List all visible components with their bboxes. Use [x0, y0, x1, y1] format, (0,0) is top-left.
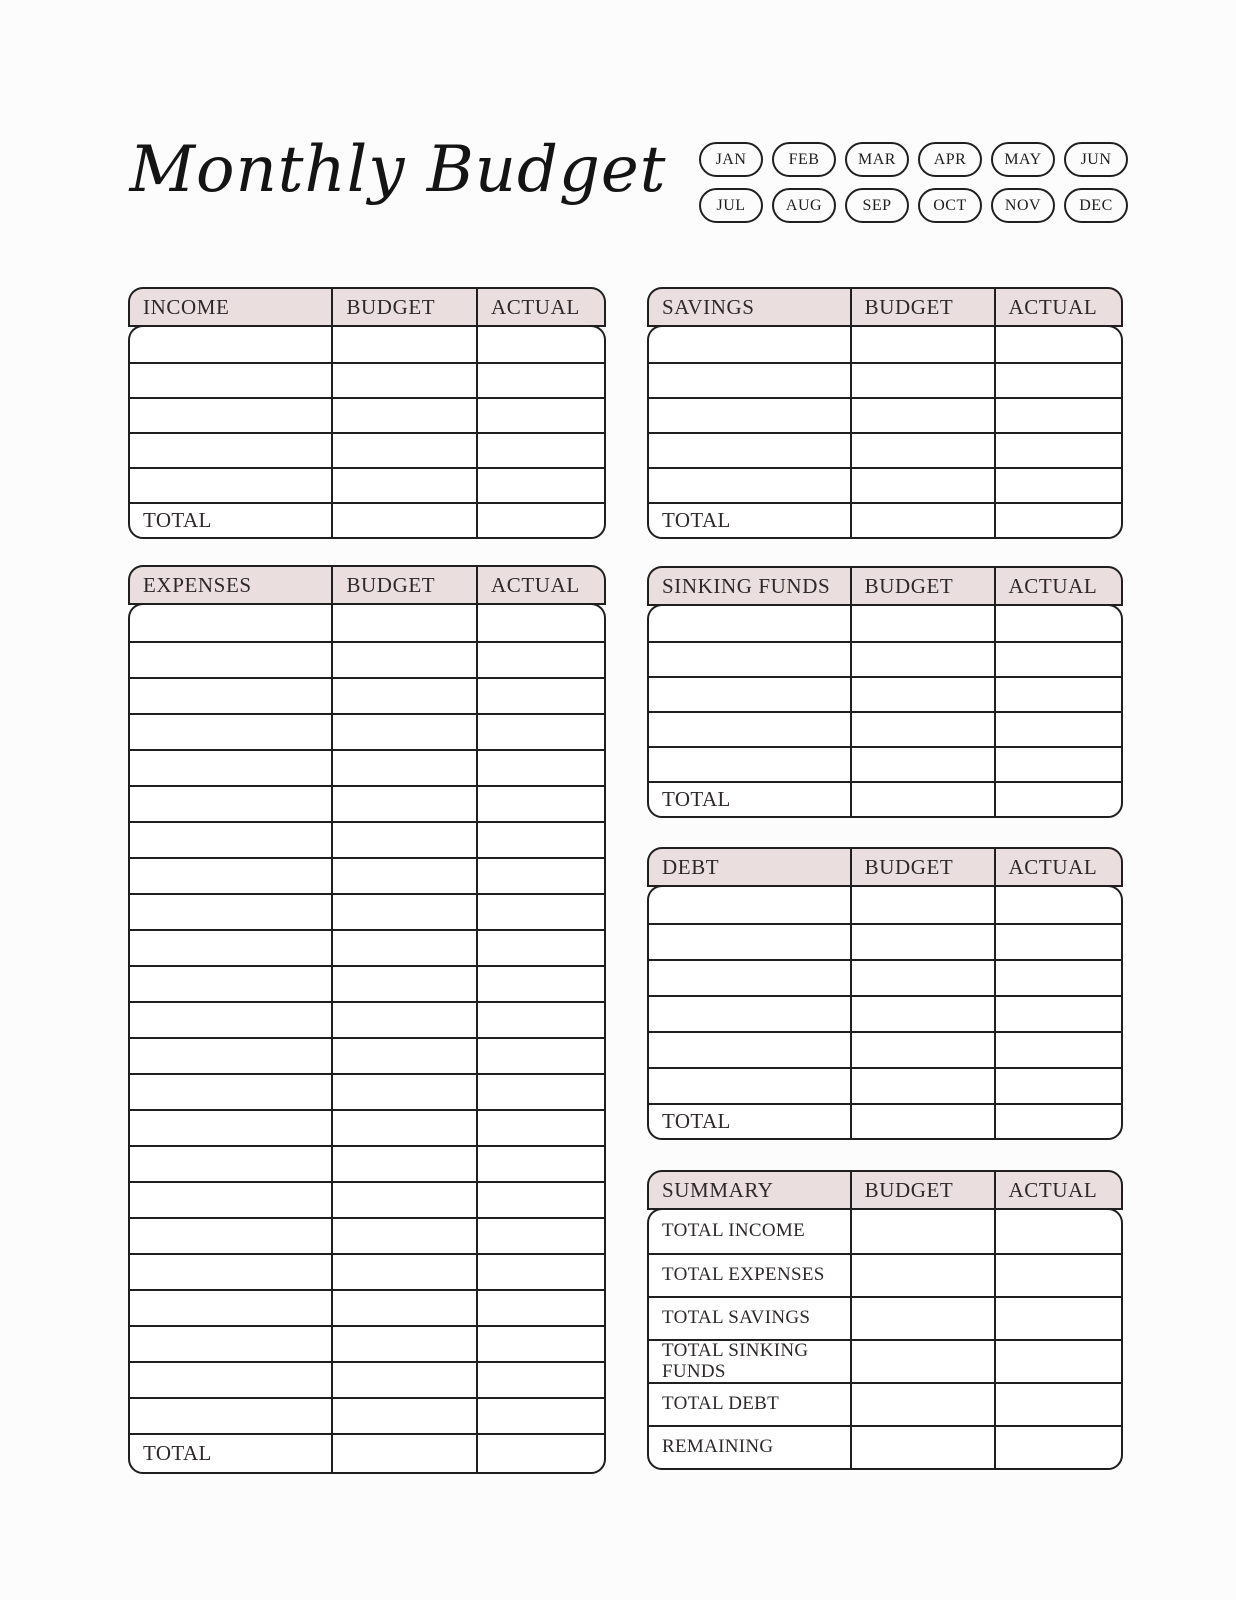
- debt-row-name-cell[interactable]: [649, 961, 850, 995]
- debt-row-actual-cell[interactable]: [994, 997, 1121, 1031]
- savings-actual-column-header: ACTUAL: [994, 289, 1121, 325]
- expenses-table-title: EXPENSES: [143, 572, 252, 597]
- savings-row: [649, 362, 1121, 397]
- expenses-row-budget-cell[interactable]: [331, 605, 476, 641]
- debt-table-body: [647, 885, 1123, 1140]
- summary-table-header: [647, 1170, 1123, 1210]
- income-row-name-cell[interactable]: [130, 399, 331, 432]
- income-row-actual-cell[interactable]: [476, 327, 604, 362]
- savings-row: [649, 397, 1121, 432]
- sinking-funds-row-name-cell[interactable]: [649, 748, 850, 781]
- sinking-funds-row-name-cell[interactable]: [649, 713, 850, 746]
- expenses-row-budget-cell[interactable]: [331, 1111, 476, 1145]
- sinking-funds-total-row: [649, 781, 1121, 816]
- income-row: [130, 397, 604, 432]
- summary-row-actual-cell[interactable]: [994, 1298, 1121, 1339]
- summary-budget-column-header: BUDGET: [850, 1172, 994, 1208]
- month-pill-feb[interactable]: FEB: [772, 142, 836, 177]
- debt-row-name-cell[interactable]: [649, 925, 850, 959]
- expenses-row-actual-cell[interactable]: [476, 1111, 604, 1145]
- income-row-name-cell[interactable]: [130, 469, 331, 502]
- summary-row-actual-cell[interactable]: [994, 1255, 1121, 1296]
- savings-row-name-cell[interactable]: [649, 399, 850, 432]
- expenses-row-budget-cell[interactable]: [331, 1291, 476, 1325]
- debt-row-budget-cell[interactable]: [850, 961, 994, 995]
- summary-row-actual-cell[interactable]: [994, 1341, 1121, 1382]
- summary-row: [649, 1253, 1121, 1296]
- income-table-header: [128, 287, 606, 327]
- sinking-funds-total-label: TOTAL: [662, 787, 731, 811]
- expenses-row-actual-cell[interactable]: [476, 1255, 604, 1289]
- expenses-row: [130, 1397, 604, 1433]
- expenses-row-name-cell[interactable]: [130, 1327, 331, 1361]
- summary-row-budget-cell[interactable]: [850, 1210, 994, 1253]
- expenses-row: [130, 821, 604, 857]
- expenses-row-name-cell[interactable]: [130, 1147, 331, 1181]
- savings-row-actual-cell[interactable]: [994, 327, 1121, 362]
- income-row-budget-cell[interactable]: [331, 327, 476, 362]
- expenses-row-name-cell[interactable]: [130, 823, 331, 857]
- income-table-body: [128, 325, 606, 539]
- income-total-row: [130, 502, 604, 537]
- savings-row-name-cell[interactable]: [649, 327, 850, 362]
- sinking-funds-row-actual-cell[interactable]: [994, 643, 1121, 676]
- expenses-row: [130, 1181, 604, 1217]
- savings-row-actual-cell[interactable]: [994, 399, 1121, 432]
- debt-row: [649, 923, 1121, 959]
- expenses-row-name-cell[interactable]: [130, 1003, 331, 1037]
- expenses-row: [130, 1109, 604, 1145]
- month-pill-jul[interactable]: JUL: [699, 188, 763, 223]
- expenses-row-name-cell[interactable]: [130, 715, 331, 749]
- expenses-row-actual-cell[interactable]: [476, 1327, 604, 1361]
- expenses-budget-column-header: BUDGET: [331, 567, 476, 603]
- expenses-row-budget-cell[interactable]: [331, 751, 476, 785]
- debt-row-name-cell[interactable]: [649, 1069, 850, 1103]
- income-total-label: TOTAL: [143, 508, 212, 532]
- debt-row-actual-cell[interactable]: [994, 961, 1121, 995]
- income-row-name-cell[interactable]: [130, 364, 331, 397]
- summary-row-label: REMAINING: [662, 1436, 774, 1458]
- expenses-row-name-cell[interactable]: [130, 859, 331, 893]
- expenses-row: [130, 1361, 604, 1397]
- expenses-table-header: [128, 565, 606, 605]
- income-row: [130, 467, 604, 502]
- expenses-row-actual-cell[interactable]: [476, 823, 604, 857]
- expenses-row-actual-cell[interactable]: [476, 605, 604, 641]
- sinking-funds-row-actual-cell[interactable]: [994, 713, 1121, 746]
- sinking-funds-row-name-cell[interactable]: [649, 643, 850, 676]
- income-row-name-cell[interactable]: [130, 434, 331, 467]
- expenses-row-budget-cell[interactable]: [331, 967, 476, 1001]
- savings-total-actual-cell[interactable]: [994, 504, 1121, 537]
- summary-row-label: TOTAL EXPENSES: [662, 1264, 825, 1286]
- expenses-row: [130, 641, 604, 677]
- sinking-funds-table-body: [647, 604, 1123, 818]
- expenses-table: [128, 565, 606, 1474]
- summary-row-budget-cell[interactable]: [850, 1298, 994, 1339]
- savings-table: [647, 287, 1123, 539]
- expenses-row-budget-cell[interactable]: [331, 715, 476, 749]
- expenses-row: [130, 785, 604, 821]
- expenses-total-row: [130, 1433, 604, 1472]
- expenses-row-name-cell[interactable]: [130, 1219, 331, 1253]
- summary-row-label: TOTAL SINKING FUNDS: [662, 1341, 809, 1382]
- savings-table-body: [647, 325, 1123, 539]
- summary-row-label: TOTAL SAVINGS: [662, 1307, 811, 1329]
- sinking-funds-total-actual-cell[interactable]: [994, 783, 1121, 816]
- debt-row: [649, 995, 1121, 1031]
- expenses-row: [130, 1145, 604, 1181]
- summary-row: [649, 1210, 1121, 1253]
- income-row-name-cell[interactable]: [130, 327, 331, 362]
- expenses-row: [130, 713, 604, 749]
- expenses-row-budget-cell[interactable]: [331, 895, 476, 929]
- savings-table-title: SAVINGS: [662, 294, 755, 319]
- debt-budget-column-header: BUDGET: [850, 849, 994, 885]
- expenses-row-name-cell[interactable]: [130, 605, 331, 641]
- expenses-row-budget-cell[interactable]: [331, 1327, 476, 1361]
- expenses-row: [130, 1289, 604, 1325]
- income-row-budget-cell[interactable]: [331, 434, 476, 467]
- expenses-row-budget-cell[interactable]: [331, 859, 476, 893]
- summary-table-title: SUMMARY: [662, 1177, 774, 1202]
- savings-total-label: TOTAL: [662, 508, 731, 532]
- expenses-row: [130, 1073, 604, 1109]
- expenses-row-budget-cell[interactable]: [331, 787, 476, 821]
- expenses-row-name-cell[interactable]: [130, 751, 331, 785]
- month-pill-may[interactable]: MAY: [991, 142, 1055, 177]
- expenses-row-name-cell[interactable]: [130, 1291, 331, 1325]
- sinking-funds-row: [649, 606, 1121, 641]
- expenses-row-actual-cell[interactable]: [476, 1291, 604, 1325]
- income-row-actual-cell[interactable]: [476, 469, 604, 502]
- expenses-row-name-cell[interactable]: [130, 787, 331, 821]
- debt-table-title: DEBT: [662, 854, 720, 879]
- expenses-row-actual-cell[interactable]: [476, 1183, 604, 1217]
- expenses-row-name-cell[interactable]: [130, 931, 331, 965]
- sinking-funds-row-budget-cell[interactable]: [850, 678, 994, 711]
- savings-row-name-cell[interactable]: [649, 469, 850, 502]
- expenses-row-actual-cell[interactable]: [476, 715, 604, 749]
- month-selector: [699, 142, 1128, 223]
- expenses-row-name-cell[interactable]: [130, 967, 331, 1001]
- savings-row-actual-cell[interactable]: [994, 434, 1121, 467]
- expenses-row-actual-cell[interactable]: [476, 1399, 604, 1433]
- expenses-row-name-cell[interactable]: [130, 643, 331, 677]
- expenses-row-budget-cell[interactable]: [331, 1255, 476, 1289]
- sinking-funds-budget-column-header: BUDGET: [850, 568, 994, 604]
- debt-table-header: [647, 847, 1123, 887]
- debt-row-name-cell[interactable]: [649, 997, 850, 1031]
- savings-row-actual-cell[interactable]: [994, 364, 1121, 397]
- sinking-funds-row-budget-cell[interactable]: [850, 606, 994, 641]
- sinking-funds-row-name-cell[interactable]: [649, 678, 850, 711]
- income-row: [130, 327, 604, 362]
- expenses-row-name-cell[interactable]: [130, 1111, 331, 1145]
- expenses-row: [130, 893, 604, 929]
- expenses-row-actual-cell[interactable]: [476, 643, 604, 677]
- income-row-actual-cell[interactable]: [476, 364, 604, 397]
- sinking-funds-row-actual-cell[interactable]: [994, 678, 1121, 711]
- income-total-actual-cell[interactable]: [476, 504, 604, 537]
- expenses-row-actual-cell[interactable]: [476, 1219, 604, 1253]
- summary-row-budget-cell[interactable]: [850, 1255, 994, 1296]
- expenses-row-budget-cell[interactable]: [331, 823, 476, 857]
- expenses-row-budget-cell[interactable]: [331, 1147, 476, 1181]
- expenses-row-name-cell[interactable]: [130, 895, 331, 929]
- debt-row-budget-cell[interactable]: [850, 1069, 994, 1103]
- savings-total-budget-cell[interactable]: [850, 504, 994, 537]
- expenses-row-budget-cell[interactable]: [331, 1399, 476, 1433]
- savings-row-actual-cell[interactable]: [994, 469, 1121, 502]
- expenses-row: [130, 1001, 604, 1037]
- sinking-funds-row-budget-cell[interactable]: [850, 748, 994, 781]
- summary-row-budget-cell[interactable]: [850, 1427, 994, 1468]
- savings-budget-column-header: BUDGET: [850, 289, 994, 325]
- expenses-row-actual-cell[interactable]: [476, 1147, 604, 1181]
- sinking-funds-actual-column-header: ACTUAL: [994, 568, 1121, 604]
- debt-row-budget-cell[interactable]: [850, 997, 994, 1031]
- income-actual-column-header: ACTUAL: [476, 289, 604, 325]
- income-row-budget-cell[interactable]: [331, 469, 476, 502]
- income-row-budget-cell[interactable]: [331, 399, 476, 432]
- expenses-row-budget-cell[interactable]: [331, 1183, 476, 1217]
- savings-total-row: [649, 502, 1121, 537]
- savings-table-header: [647, 287, 1123, 327]
- summary-row-actual-cell[interactable]: [994, 1427, 1121, 1468]
- debt-row-budget-cell[interactable]: [850, 887, 994, 923]
- debt-row: [649, 959, 1121, 995]
- expenses-row: [130, 1253, 604, 1289]
- summary-row-budget-cell[interactable]: [850, 1384, 994, 1425]
- expenses-row-budget-cell[interactable]: [331, 931, 476, 965]
- expenses-row-name-cell[interactable]: [130, 1399, 331, 1433]
- expenses-row: [130, 929, 604, 965]
- debt-row-actual-cell[interactable]: [994, 887, 1121, 923]
- debt-row-actual-cell[interactable]: [994, 1033, 1121, 1067]
- expenses-row: [130, 677, 604, 713]
- expenses-row-actual-cell[interactable]: [476, 931, 604, 965]
- month-pill-oct[interactable]: OCT: [918, 188, 982, 223]
- summary-row: [649, 1382, 1121, 1425]
- debt-row-actual-cell[interactable]: [994, 925, 1121, 959]
- sinking-funds-table: [647, 566, 1123, 818]
- debt-total-label: TOTAL: [662, 1109, 731, 1133]
- savings-row-name-cell[interactable]: [649, 434, 850, 467]
- sinking-funds-row-budget-cell[interactable]: [850, 643, 994, 676]
- expenses-row-name-cell[interactable]: [130, 1039, 331, 1073]
- debt-row-budget-cell[interactable]: [850, 925, 994, 959]
- debt-row: [649, 887, 1121, 923]
- summary-row-label: TOTAL DEBT: [662, 1393, 780, 1415]
- savings-row-budget-cell[interactable]: [850, 399, 994, 432]
- sinking-funds-row-budget-cell[interactable]: [850, 713, 994, 746]
- expenses-row-budget-cell[interactable]: [331, 1075, 476, 1109]
- sinking-funds-row: [649, 641, 1121, 676]
- month-pill-jun[interactable]: JUN: [1064, 142, 1128, 177]
- savings-row-budget-cell[interactable]: [850, 469, 994, 502]
- month-pill-aug[interactable]: AUG: [772, 188, 836, 223]
- expenses-row: [130, 965, 604, 1001]
- debt-total-actual-cell[interactable]: [994, 1105, 1121, 1138]
- savings-row-budget-cell[interactable]: [850, 434, 994, 467]
- expenses-total-budget-cell[interactable]: [331, 1435, 476, 1472]
- debt-row-name-cell[interactable]: [649, 887, 850, 923]
- expenses-row-actual-cell[interactable]: [476, 751, 604, 785]
- sinking-funds-row: [649, 746, 1121, 781]
- expenses-row-name-cell[interactable]: [130, 679, 331, 713]
- expenses-row-actual-cell[interactable]: [476, 1003, 604, 1037]
- summary-row: [649, 1339, 1121, 1382]
- month-pill-apr[interactable]: APR: [918, 142, 982, 177]
- income-row-budget-cell[interactable]: [331, 364, 476, 397]
- debt-total-row: [649, 1103, 1121, 1138]
- sinking-funds-row-name-cell[interactable]: [649, 606, 850, 641]
- expenses-row-actual-cell[interactable]: [476, 1363, 604, 1397]
- expenses-row-name-cell[interactable]: [130, 1363, 331, 1397]
- expenses-row-budget-cell[interactable]: [331, 643, 476, 677]
- month-pill-mar[interactable]: MAR: [845, 142, 909, 177]
- expenses-row-budget-cell[interactable]: [331, 1363, 476, 1397]
- expenses-actual-column-header: ACTUAL: [476, 567, 604, 603]
- savings-row: [649, 467, 1121, 502]
- sinking-funds-table-header: [647, 566, 1123, 606]
- expenses-row-actual-cell[interactable]: [476, 787, 604, 821]
- income-row-actual-cell[interactable]: [476, 399, 604, 432]
- summary-table: [647, 1170, 1123, 1470]
- month-pill-sep[interactable]: SEP: [845, 188, 909, 223]
- expenses-table-body: [128, 603, 606, 1474]
- summary-row-label: TOTAL INCOME: [662, 1220, 805, 1242]
- debt-actual-column-header: ACTUAL: [994, 849, 1121, 885]
- month-pill-dec[interactable]: DEC: [1064, 188, 1128, 223]
- sinking-funds-row: [649, 676, 1121, 711]
- debt-row-budget-cell[interactable]: [850, 1033, 994, 1067]
- summary-table-body: [647, 1208, 1123, 1470]
- sinking-funds-row-actual-cell[interactable]: [994, 606, 1121, 641]
- expenses-total-actual-cell[interactable]: [476, 1435, 604, 1472]
- expenses-row-actual-cell[interactable]: [476, 967, 604, 1001]
- expenses-row-budget-cell[interactable]: [331, 1003, 476, 1037]
- month-pill-nov[interactable]: NOV: [991, 188, 1055, 223]
- savings-row-budget-cell[interactable]: [850, 327, 994, 362]
- sinking-funds-row-actual-cell[interactable]: [994, 748, 1121, 781]
- income-table: [128, 287, 606, 539]
- savings-row: [649, 327, 1121, 362]
- page-title: Monthly Budget: [129, 133, 667, 207]
- expenses-row-name-cell[interactable]: [130, 1075, 331, 1109]
- expenses-row: [130, 857, 604, 893]
- debt-row: [649, 1067, 1121, 1103]
- summary-actual-column-header: ACTUAL: [994, 1172, 1121, 1208]
- income-row: [130, 432, 604, 467]
- debt-row: [649, 1031, 1121, 1067]
- expenses-row-actual-cell[interactable]: [476, 1039, 604, 1073]
- expenses-total-label: TOTAL: [143, 1441, 212, 1465]
- debt-row-actual-cell[interactable]: [994, 1069, 1121, 1103]
- month-row-2: [699, 188, 1128, 223]
- debt-total-budget-cell[interactable]: [850, 1105, 994, 1138]
- expenses-row-budget-cell[interactable]: [331, 1039, 476, 1073]
- summary-row-actual-cell[interactable]: [994, 1210, 1121, 1253]
- sinking-funds-row: [649, 711, 1121, 746]
- expenses-row-budget-cell[interactable]: [331, 1219, 476, 1253]
- expenses-row-actual-cell[interactable]: [476, 895, 604, 929]
- sinking-funds-total-budget-cell[interactable]: [850, 783, 994, 816]
- expenses-row-actual-cell[interactable]: [476, 1075, 604, 1109]
- expenses-row: [130, 749, 604, 785]
- expenses-row: [130, 1325, 604, 1361]
- savings-row: [649, 432, 1121, 467]
- expenses-row: [130, 605, 604, 641]
- income-table-title: INCOME: [143, 294, 230, 319]
- expenses-row: [130, 1037, 604, 1073]
- summary-row-actual-cell[interactable]: [994, 1384, 1121, 1425]
- expenses-row: [130, 1217, 604, 1253]
- debt-table: [647, 847, 1123, 1140]
- income-budget-column-header: BUDGET: [331, 289, 476, 325]
- summary-row-budget-cell[interactable]: [850, 1341, 994, 1382]
- expenses-row-actual-cell[interactable]: [476, 679, 604, 713]
- savings-row-budget-cell[interactable]: [850, 364, 994, 397]
- debt-row-name-cell[interactable]: [649, 1033, 850, 1067]
- expenses-row-name-cell[interactable]: [130, 1255, 331, 1289]
- expenses-row-budget-cell[interactable]: [331, 679, 476, 713]
- month-row-1: [699, 142, 1128, 177]
- income-total-budget-cell[interactable]: [331, 504, 476, 537]
- income-row: [130, 362, 604, 397]
- income-row-actual-cell[interactable]: [476, 434, 604, 467]
- expenses-row-name-cell[interactable]: [130, 1183, 331, 1217]
- summary-row: [649, 1296, 1121, 1339]
- sinking-funds-table-title: SINKING FUNDS: [662, 573, 831, 598]
- savings-row-name-cell[interactable]: [649, 364, 850, 397]
- expenses-row-actual-cell[interactable]: [476, 859, 604, 893]
- summary-row: [649, 1425, 1121, 1468]
- month-pill-jan[interactable]: JAN: [699, 142, 763, 177]
